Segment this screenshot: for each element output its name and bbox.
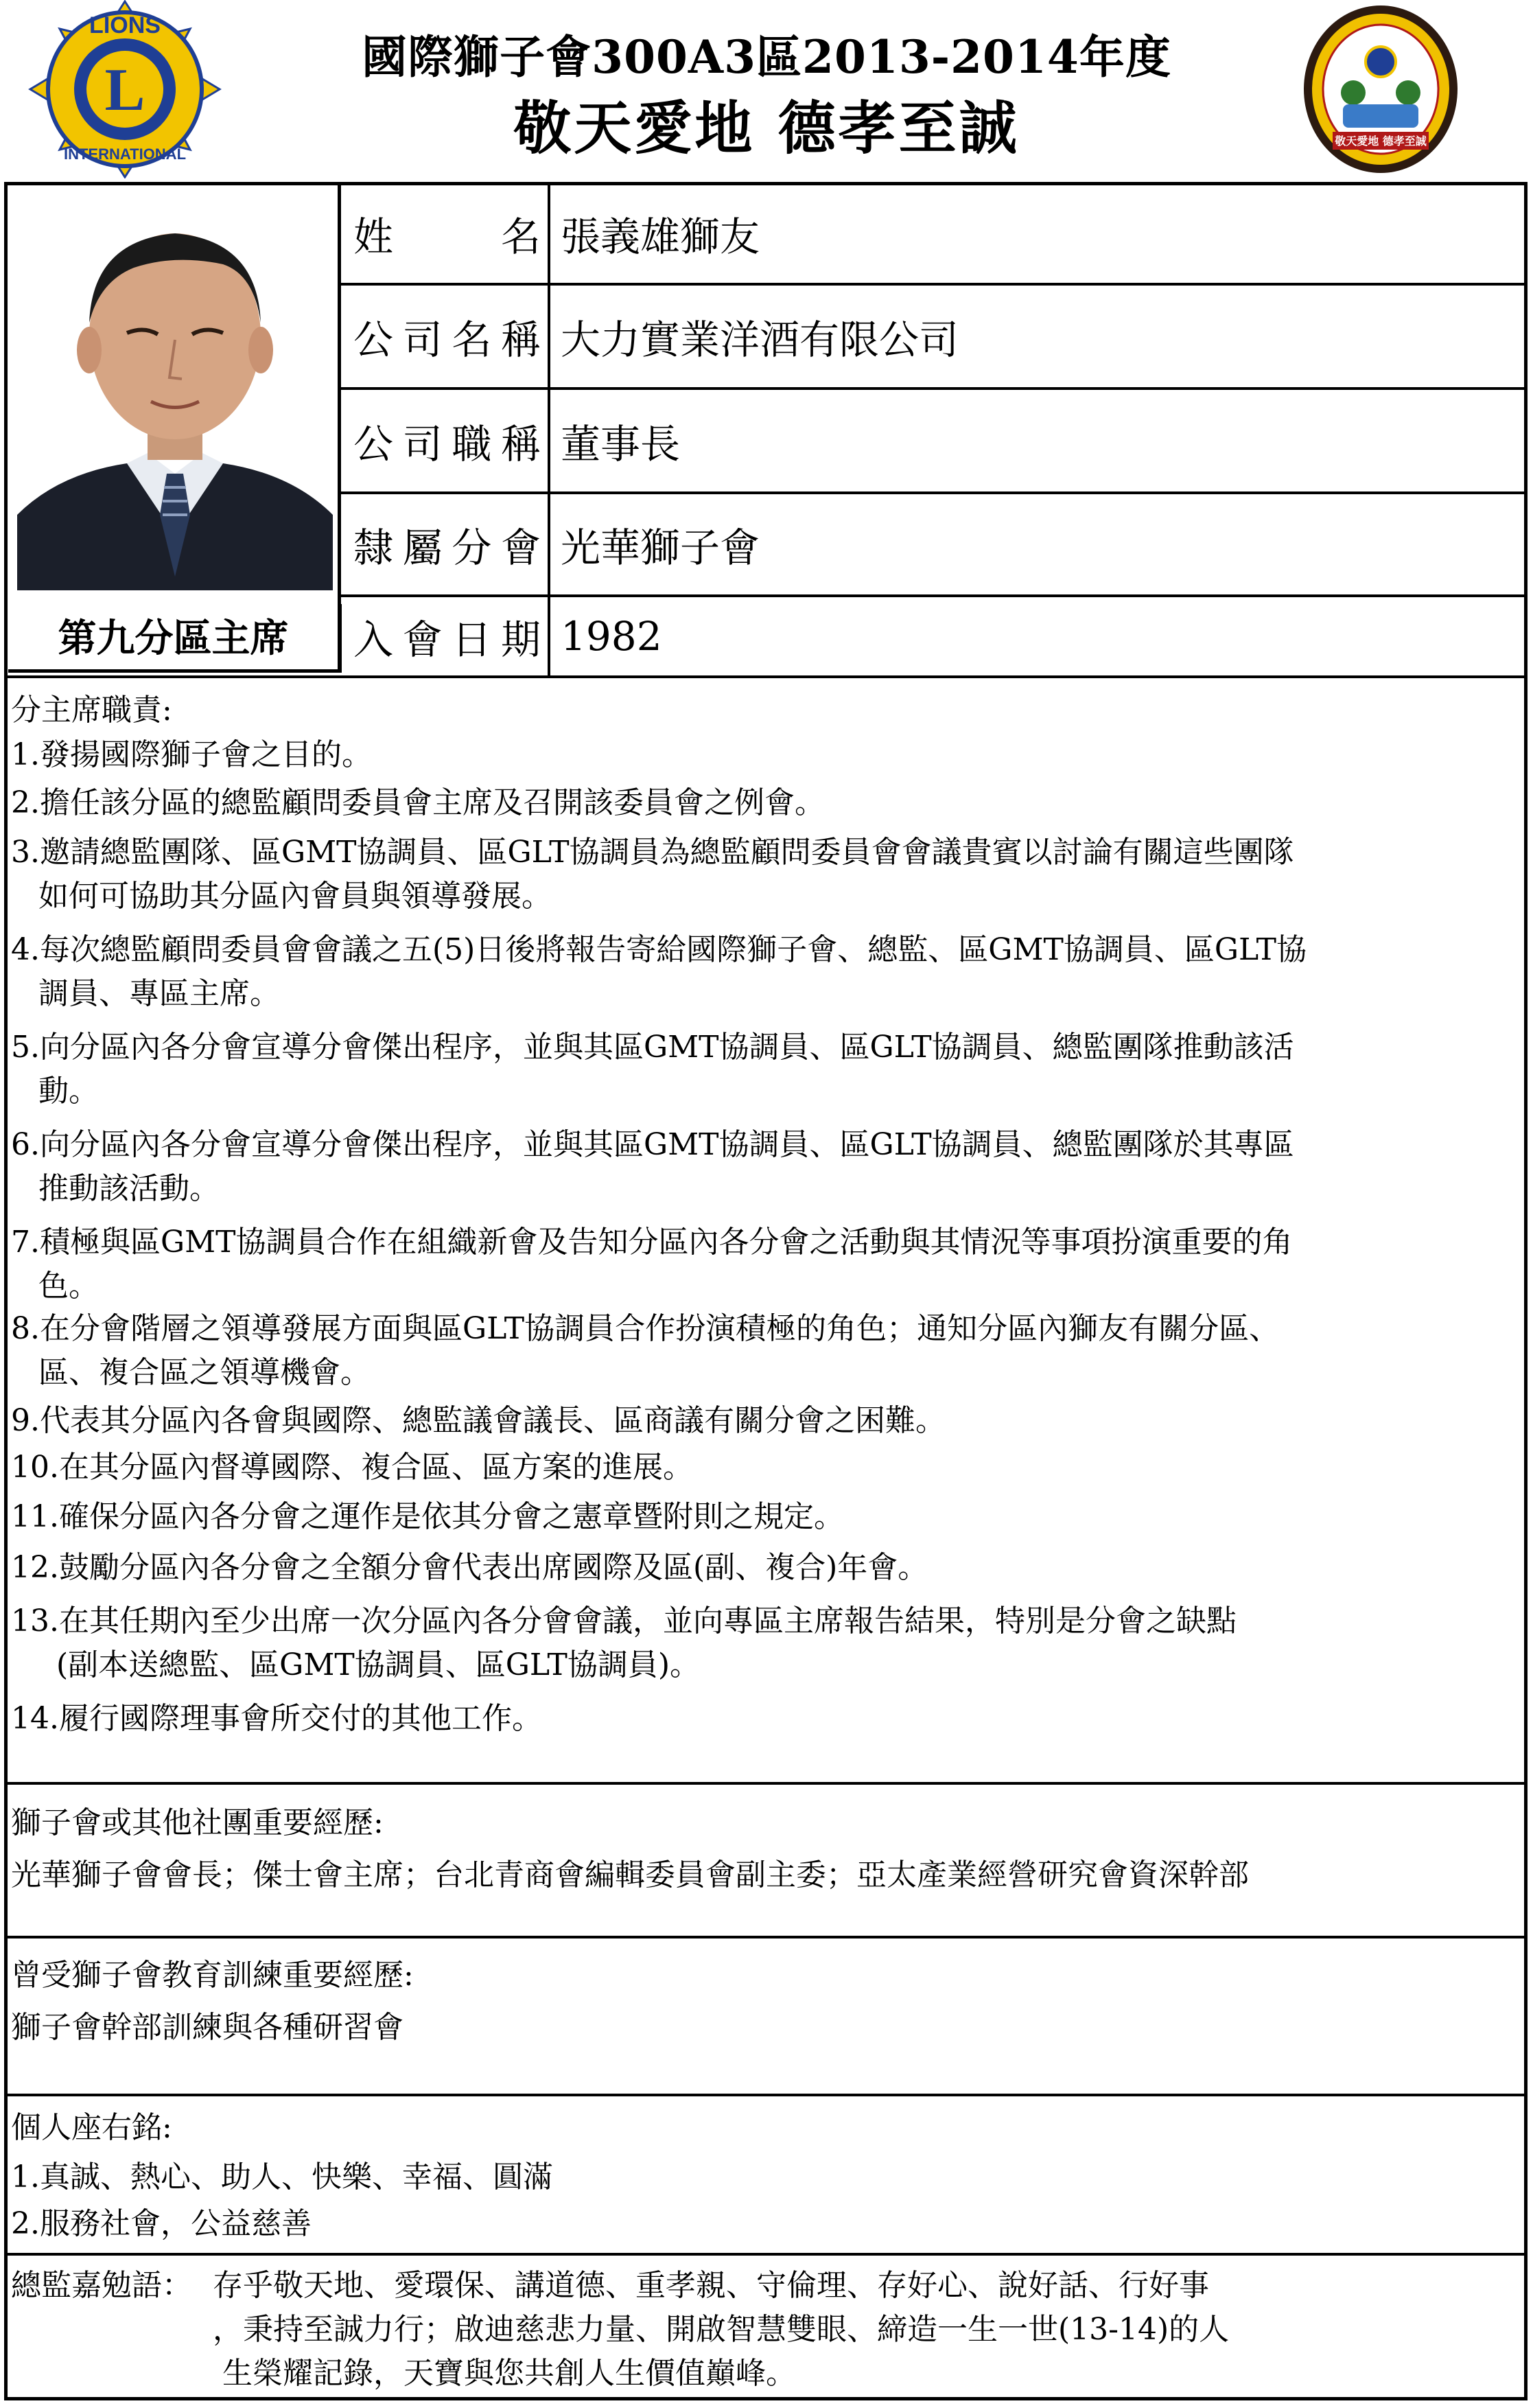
info-row-name [341,184,1524,286]
lions-logo-text-bottom: INTERNATIONAL [63,146,187,163]
training-text: 獅子會幹部訓練與各種研習會 [11,2010,403,2045]
duty-line: 3.邀請總監團隊、區GMT協調員、區GLT協調員為總監顧問委員會會議貴賓以討論有關這些團隊 [11,835,1294,870]
governor-top-rule [4,2253,1528,2256]
lions-logo-text-top: LIONS [89,12,161,38]
duty-line: 11.確保分區內各分會之運作是依其分會之憲章暨附則之規定。 [11,1499,844,1534]
info-row-company [341,286,1524,390]
governor-label: 總監嘉勉語： [11,2268,192,2303]
duty-line: 調員、專區主席。 [38,976,280,1011]
motto-top-rule [4,2094,1528,2096]
duty-line: 5.向分區內各分會宣導分會傑出程序，並與其區GMT協調員、區GLT協調員、總監團隊推動該活 [11,1030,1294,1065]
duty-line: 6.向分區內各分會宣導分會傑出程序，並與其區GMT協調員、區GLT協調員、總監團隊於其專區 [11,1127,1294,1162]
motto-line: 1.真誠、熱心、助人、快樂、幸福、圓滿 [11,2160,553,2195]
duty-line: 動。 [38,1074,99,1109]
info-row-title [341,390,1524,494]
experience-text: 光華獅子會會長；傑士會主席；台北青商會編輯委員會副主委；亞太產業經營研究會資深幹部 [11,1857,1249,1892]
duty-line: 2.擔任該分區的總監顧問委員會主席及召開該委員會之例會。 [11,785,825,820]
position-caption: 第九分區主席 [8,604,342,673]
motto-line: 2.服務社會，公益慈善 [11,2206,312,2241]
experience-top-rule [4,1782,1528,1785]
duty-line: 推動該活動。 [38,1171,220,1206]
info-label-join-date: 入會日期 [341,597,550,675]
experience-heading: 獅子會或其他社團重要經歷: [11,1805,384,1840]
duty-line: (副本送總監、區GMT協調員、區GLT協調員)。 [56,1647,701,1682]
governor-line: ，秉持至誠力行；啟迪慈悲力量、開啟智慧雙眼、締造一生一世(13-14)的人 [213,2312,1230,2347]
duties-top-rule [4,675,1528,678]
duty-line: 13.在其任期內至少出席一次分區內各分會會議，並向專區主席報告結果，特別是分會之缺點 [11,1604,1237,1639]
info-value-join-date: 1982 [561,613,662,660]
duties-heading: 分主席職責: [11,693,172,728]
duty-line: 1.發揚國際獅子會之目的。 [11,737,372,772]
training-top-rule [4,1936,1528,1938]
info-label-club: 隸屬分會 [341,494,550,594]
info-row-club [341,494,1524,597]
header-motto-title: 敬天愛地 德孝至誠 [513,94,1020,162]
district-emblem-text: 敬天愛地 德孝至誠 [1335,135,1427,148]
duty-line: 4.每次總監顧問委員會會議之五(5)日後將報告寄給國際獅子會、總監、區GMT協調員、區GLT協 [11,932,1307,967]
member-photo [17,192,333,590]
governor-line: 生榮耀記錄，天寶與您共創人生價值巔峰。 [222,2356,796,2391]
info-value-name: 張義雄獅友 [561,213,760,260]
info-label-name: 姓名 [341,184,550,283]
duty-line: 14.履行國際理事會所交付的其他工作。 [11,1701,542,1736]
info-label-company: 公司名稱 [341,286,550,387]
duty-line: 區、複合區之領導機會。 [38,1355,371,1390]
duty-line: 如何可協助其分區內會員與領導發展。 [38,879,552,914]
duty-line: 7.積極與區GMT協調員合作在組織新會及告知分區內各分會之活動與其情況等事項扮演重要的角 [11,1225,1293,1260]
governor-line: 存乎敬天地、愛環保、講道德、重孝親、守倫理、存好心、說好話、行好事 [213,2268,1209,2303]
duty-line: 色。 [38,1269,99,1304]
info-value-company: 大力實業洋酒有限公司 [561,316,959,363]
info-row-join-date [341,597,1524,678]
svg-text:L: L [104,57,145,124]
info-value-club: 光華獅子會 [561,524,760,571]
header-year-title: 國際獅子會300A3區2013-2014年度 [362,30,1171,84]
motto-heading: 個人座右銘: [11,2110,172,2145]
duty-line: 9.代表其分區內各會與國際、總監議會議長、區商議有關分會之困難。 [11,1403,946,1438]
duty-line: 10.在其分區內督導國際、複合區、區方案的進展。 [11,1450,693,1485]
training-heading: 曾受獅子會教育訓練重要經歷: [11,1958,414,1993]
duty-line: 8.在分會階層之領導發展方面與區GLT協調員合作扮演積極的角色；通知分區內獅友有關分區、 [11,1311,1280,1346]
person-portrait-icon [17,192,333,590]
info-value-title: 董事長 [561,421,681,467]
info-label-title: 公司職稱 [341,390,550,491]
duty-line: 12.鼓勵分區內各分會之全額分會代表出席國際及區(副、複合)年會。 [11,1550,928,1585]
